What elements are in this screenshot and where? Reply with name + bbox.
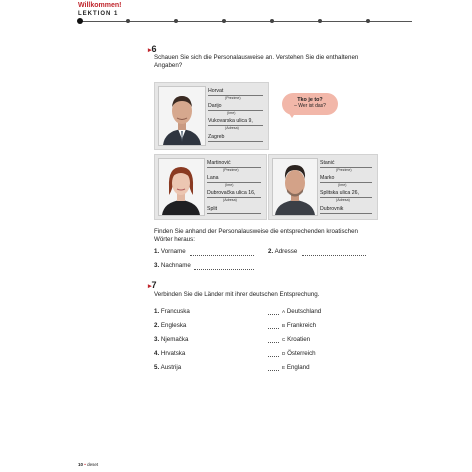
exercise-7-instruction: Verbinden Sie die Länder mit ihrer deutschen Entsprechung. — [154, 291, 320, 298]
card-surname-label: (Prezime) — [223, 168, 239, 172]
country-croatian: 4. Hrvatska — [154, 350, 186, 357]
match-blank[interactable] — [268, 314, 279, 315]
item-vorname: 1. Vorname — [154, 248, 186, 255]
chapter-title: Willkommen! — [78, 2, 122, 9]
card-firstname: Darijo — [208, 103, 222, 109]
card-firstname-label: (Ime) — [338, 183, 347, 187]
progress-dot — [126, 19, 130, 23]
card-address: Dubrovačka ulica 16, — [207, 190, 256, 196]
country-german: D Österreich — [282, 350, 316, 357]
progress-dot — [174, 19, 178, 23]
answer-blank-vorname[interactable] — [190, 255, 254, 256]
card-address: Splitska ulica 26, — [320, 190, 359, 196]
portrait-photo-woman — [158, 158, 205, 216]
match-blank[interactable] — [268, 356, 279, 357]
card-firstname: Marko — [320, 175, 335, 181]
progress-dot — [366, 19, 370, 23]
country-german: C Kroatien — [282, 336, 311, 343]
card-surname-label: (Prezime) — [336, 168, 352, 172]
portrait-photo-man — [158, 86, 206, 146]
card-address-label: (Adresa) — [223, 198, 237, 202]
card-address: Vukovarska ulica 9, — [208, 118, 253, 124]
card-address-label: (Adresa) — [336, 198, 350, 202]
exercise-7-number: ▸7 — [148, 280, 157, 290]
card-firstname-label: (Ime) — [225, 183, 234, 187]
exercise-6-instruction: Schauen Sie sich die Personalausweise an. Verstehen Sie die enthaltenen Angaben? — [154, 54, 359, 69]
id-card-martinovic — [154, 154, 267, 220]
answer-blank-adresse[interactable] — [302, 255, 366, 256]
answer-blank-nachname[interactable] — [194, 269, 254, 270]
match-blank[interactable] — [268, 328, 279, 329]
card-firstname: Lana — [207, 175, 219, 181]
id-card-stanic — [268, 154, 378, 220]
country-croatian: 1. Francuska — [154, 308, 190, 315]
speech-bubble: Tko je to? – Wer ist das? — [282, 93, 338, 115]
card-surname: Martinović — [207, 160, 231, 166]
exercise-6-task: Finden Sie anhand der Personalausweise die entsprechenden kroatischen Wörter heraus: — [154, 228, 358, 243]
progress-dot — [270, 19, 274, 23]
match-blank[interactable] — [268, 370, 279, 371]
id-card-horvat — [154, 82, 269, 150]
progress-dot — [222, 19, 226, 23]
card-surname: Stanić — [320, 160, 335, 166]
country-croatian: 3. Njemačka — [154, 336, 189, 343]
card-surname-label: (Prezime) — [225, 96, 241, 100]
page-footer: 10 • deset — [78, 462, 99, 467]
country-croatian: 5. Austrija — [154, 364, 182, 371]
card-address-label: (Adresa) — [225, 126, 239, 130]
country-german: B Frankreich — [282, 322, 317, 329]
lesson-label: LEKTION 1 — [78, 11, 119, 17]
portrait-photo-man-2 — [272, 158, 318, 216]
progress-dot-active — [77, 18, 83, 24]
country-croatian: 2. Engleska — [154, 322, 187, 329]
country-german: E England — [282, 364, 310, 371]
exercise-6-number: ▸6 — [148, 44, 157, 54]
item-nachname: 3. Nachname — [154, 262, 191, 269]
card-city: Zagreb — [208, 134, 225, 140]
speech-bubble-tail — [288, 112, 296, 118]
card-city: Dubrovnik — [320, 206, 344, 212]
item-adresse: 2. Adresse — [268, 248, 298, 255]
match-blank[interactable] — [268, 342, 279, 343]
progress-dot — [318, 19, 322, 23]
card-city: Split — [207, 206, 218, 212]
country-german: A Deutschland — [282, 308, 322, 315]
card-surname: Horvat — [208, 88, 224, 94]
card-firstname-label: (Ime) — [227, 111, 236, 115]
